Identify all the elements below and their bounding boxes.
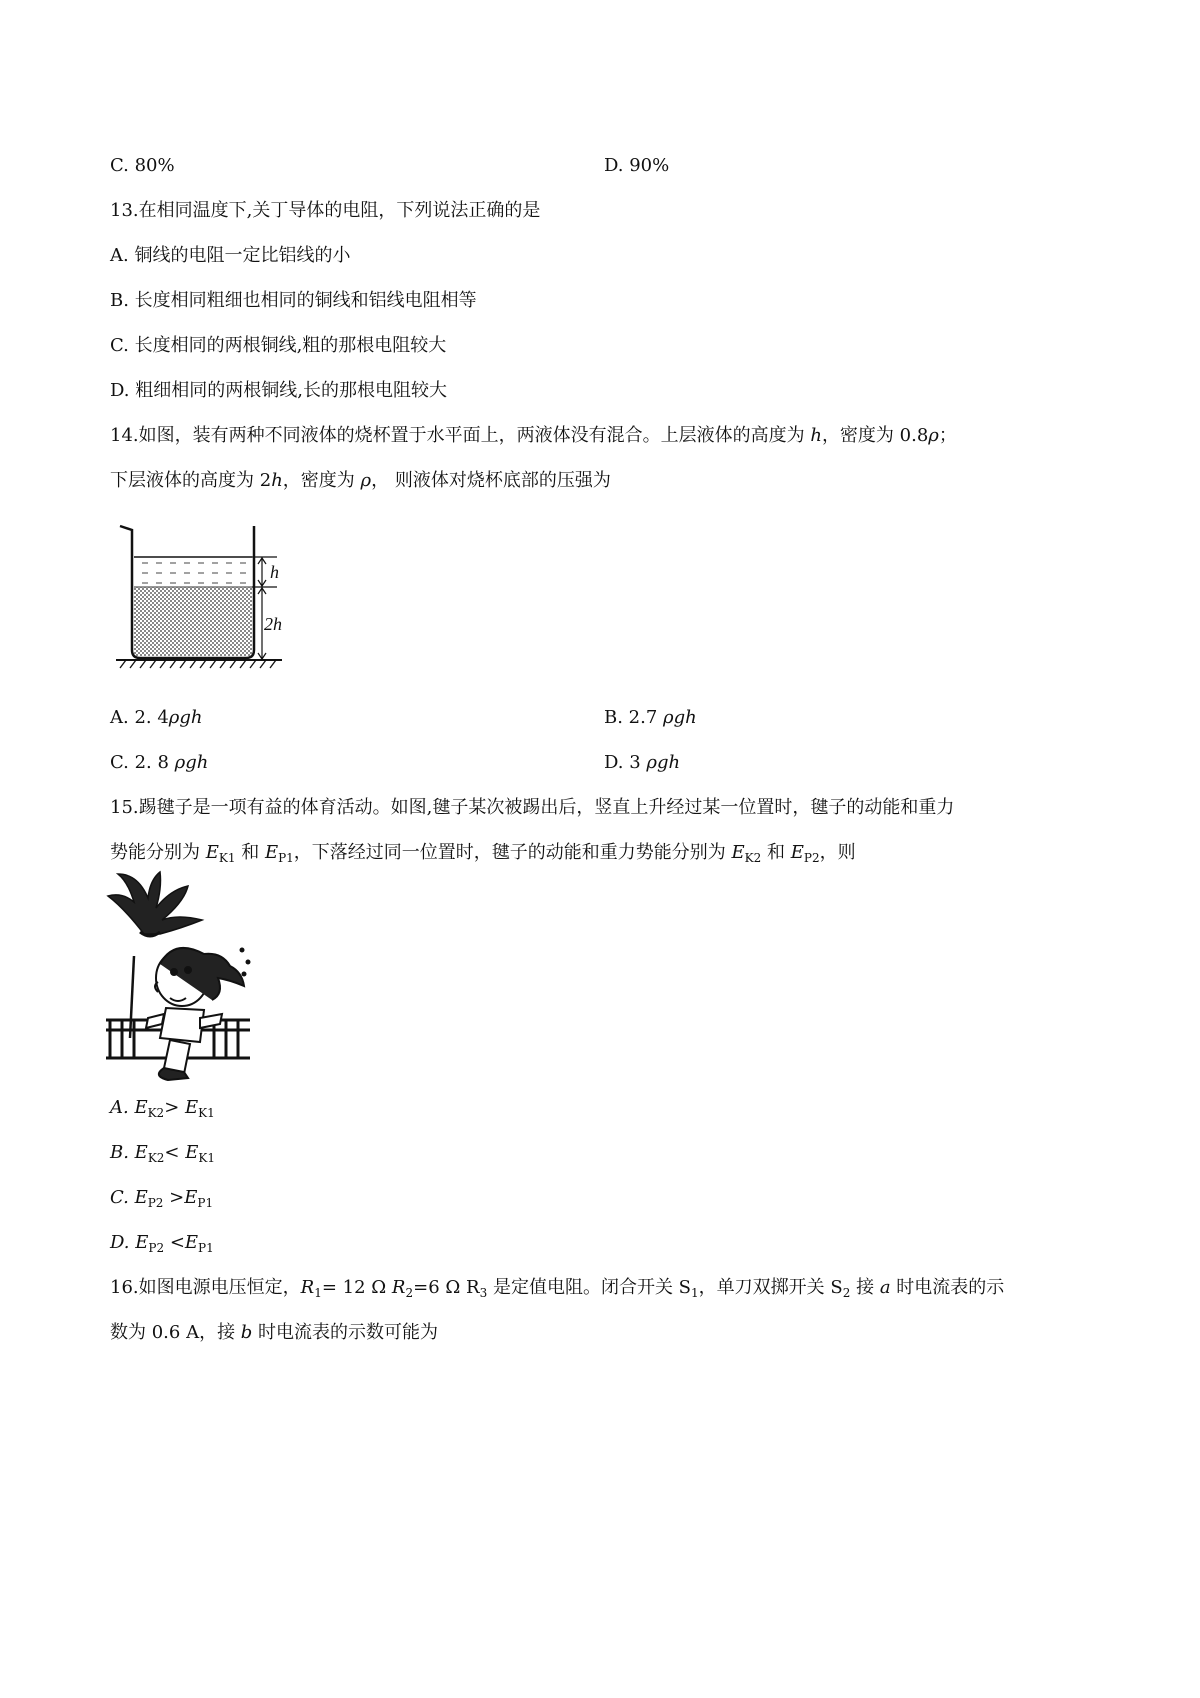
q16-stem-line2: 数为 0.6 A，接 b 时电流表的示数可能为 [110, 1322, 439, 1343]
beaker-figure [112, 518, 312, 678]
q15-stem-line1: 15.踢毽子是一项有益的体育活动。如图,毽子某次被踢出后，竖直上升经过某一位置时，毽子的动能和重力 [110, 797, 955, 818]
q13-option-d: D. 粗细相同的两根铜线,长的那根电阻较大 [110, 380, 447, 401]
q13-option-a: A. 铜线的电阻一定比铝线的小 [110, 245, 351, 266]
q16-stem-line1: 16.如图电源电压恒定，$R_1= 12$ Ω $R_2=6$ Ω $R_3$ 是定值电阻。闭合开关 $S_1$，单刀双掷开关 $S_2$ 接 a 时电流表的示 [110, 1277, 1005, 1300]
q14-option-a: A. 2. 4ρgh [110, 707, 203, 728]
child-figure [146, 948, 244, 1080]
shuttlecock-kick-figure [104, 868, 254, 1084]
label-2h: 2h [264, 614, 282, 634]
label-h: h [270, 562, 279, 582]
upper-liquid [134, 557, 252, 587]
q13-option-c: C. 长度相同的两根铜线,粗的那根电阻较大 [110, 335, 447, 356]
q14-stem-line1: 14.如图，装有两种不同液体的烧杯置于水平面上，两液体没有混合。上层液体的高度为 h，密度为 0.8ρ； [110, 425, 957, 446]
lower-liquid [134, 587, 252, 656]
shuttlecock-icon [108, 872, 202, 936]
q12-option-d: D. 90% [604, 155, 670, 176]
motion-dots [240, 948, 251, 977]
q15-option-c: C. $E_{P2} >E_{P1}$ [110, 1187, 214, 1210]
q15-option-d: D. $E_{P2} <E_{P1}$ [110, 1232, 214, 1255]
q15-stem-line2: 势能分别为 $E_{K1}$ 和 $E_{P1}$，下落经过同一位置时，毽子的动能和重力势能分别为 $E_{K2}$ 和 $E_{P2}$，则 [110, 842, 856, 865]
q15-option-a: A. $E_{K2}> E_{K1}$ [110, 1097, 215, 1120]
q14-stem-line2: 下层液体的高度为 2h，密度为 ρ， 则液体对烧杯底部的压强为 [110, 470, 611, 491]
q14-option-d: D. 3 ρgh [604, 752, 681, 773]
q14-option-c: C. 2. 8 ρgh [110, 752, 209, 773]
q14-option-b: B. 2.7 ρgh [604, 707, 697, 728]
q12-option-c: C. 80% [110, 155, 175, 176]
q13-option-b: B. 长度相同粗细也相同的铜线和铝线电阻相等 [110, 290, 477, 311]
q13-stem: 13.在相同温度下,关丁导体的电阻，下列说法正确的是 [110, 200, 541, 221]
ground-hatch [120, 660, 276, 668]
q15-option-b: B. $E_{K2}< E_{K1}$ [110, 1142, 215, 1165]
